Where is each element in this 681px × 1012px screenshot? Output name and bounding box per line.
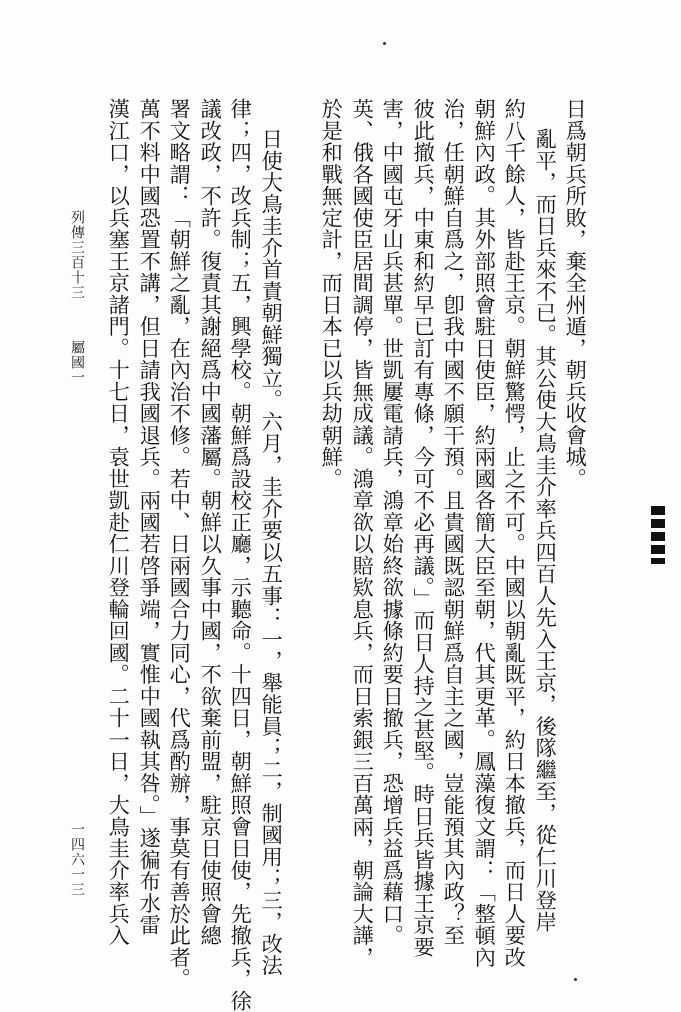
binding-mark	[651, 506, 665, 564]
text-column-9: 於是和戰無定計，而日本已以兵劫朝鮮。	[319, 98, 345, 490]
text-column-6: 彼此撤兵，中東和約早已訂有專條，今可不必再議。」而日人持之甚堅。時日兵皆據王京要	[411, 98, 437, 958]
text-column-7: 害，中國屯牙山兵甚單。世凱屢電請兵，鴻章始終欲據條約要日撤兵，恐增兵益爲藉口。	[380, 98, 406, 947]
text-column-8: 英、俄各國使臣居間調停，皆無成議。鴻章欲以賠欵息兵，而日索銀三百萬兩，朝論大譁，	[350, 98, 376, 968]
text-column-5: 治，任朝鮮自爲之，卽我中國不願干預。且貴國既認朝鮮爲自主之國，豈能預其內政？至	[441, 98, 467, 947]
margin-section: 屬國一	[69, 340, 85, 385]
text-column-10: 日使大鳥圭介首責朝鮮獨立。六月，圭介要以五事：一，舉能員；二，制國用；三，改法	[259, 128, 285, 977]
page-number: 一四六一三	[69, 822, 85, 897]
text-column-1: 日爲朝兵所敗，棄全州遁，朝兵收會城。	[563, 98, 589, 490]
text-column-13: 署文略謂：「朝鮮之亂，在內治不修。若中、日兩國合力同心，代爲酌辦，事莫有善於此者。	[167, 98, 193, 990]
scan-speck	[383, 42, 386, 45]
text-column-11: 律；四，改兵制；五，興學校。朝鮮爲設校正廳，示聽命。十四日，朝鮮照會日使，先撤兵，徐	[228, 98, 254, 1012]
text-column-2: 亂平，而日兵來不已。其公使大鳥圭介率兵四百人先入王京，後隊繼至，從仁川登岸	[533, 128, 559, 933]
scan-speck	[574, 978, 577, 981]
text-column-3: 約八千餘人，皆赴王京。朝鮮驚愕，止之不可。中國以朝亂既平，約日本撤兵，而日人要改	[502, 98, 528, 968]
text-column-12: 議改政，不許。復責其謝絕爲中國藩屬。朝鮮以久事中國，不欲棄前盟，駐京日使照會總	[198, 98, 224, 947]
text-column-4: 朝鮮內政。其外部照會駐日使臣，約兩國各簡大臣至朝，代其更革。鳳藻復文謂：「整頓內	[472, 98, 498, 968]
margin-title: 列傳三百十三	[69, 210, 85, 300]
text-column-15: 漢江口，以兵塞王京諸門。十七日，袁世凱赴仁川登輪回國。二十一日，大鳥圭介率兵入	[106, 98, 132, 947]
text-column-14: 萬不料中國恐置不講，但日請我國退兵。兩國若啓爭端，實惟中國執其咎。」遂徧布水雷	[137, 98, 163, 936]
